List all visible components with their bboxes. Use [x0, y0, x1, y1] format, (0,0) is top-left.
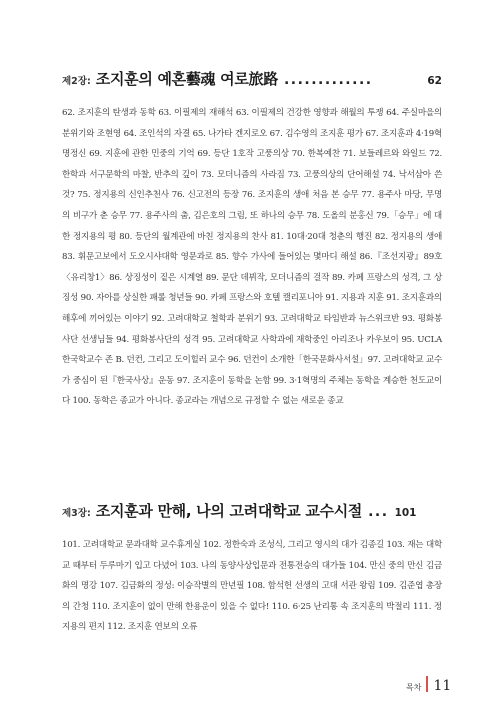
footer-section-label: 목차 — [406, 683, 422, 692]
chapter-2-page-number: 62 — [427, 75, 442, 87]
footer-divider — [426, 676, 428, 692]
chapter-3-label: 제3장: — [62, 508, 91, 519]
chapter-3-title: 조지훈과 만해, 나의 고려대학교 교수시절 — [95, 502, 363, 520]
chapter-2-heading[interactable] — [62, 68, 442, 89]
chapter-2-section — [62, 68, 442, 412]
footer-page-number: 11 — [433, 678, 452, 694]
chapter-2-leader-dots: ............. — [283, 72, 373, 88]
page-footer — [406, 676, 451, 693]
chapter-3-section — [62, 500, 442, 638]
chapter-2-entries: 62. 조지훈의 탄생과 동학 63. 이필제의 재해석 63. 이필제의 건강한 영향과 해월의 투쟁 64. 주실마을의 분위기와 조현영 64. 조인석의 자결 65. 나가타 겐지로오 67. 김수영의 조지훈 평가 67. 조지훈과 4·19혁명정신 69. 지훈에 관한 민중의 기억 69. 등단 1호작 고풍의상 70. 한복예찬 71. 보들레르와 와일드 72. 한학과 서구문학의 마찰, 반추의 깊이 73. 모더니즘의 사라짐 73. 고풍의상의 단어해설 74. 낙서삼아 쓴 것? 75. 정지용의 신인추천사 76. 신고전의 등장 76. 조지훈의 생애 처음 본 승무 77. 용주사 마당, 무명의 비구가 춘 승무 77. 용주사의 춤, 김은호의 그림, 또 하나의 승무 78. 도올의 분홍신 79.「승무」에 대한 정지용의 평 80. 등단의 월계관에 바친 정지용의 찬사 81. 10대·20대 청춘의 행진 82. 정지용의 생애 83. 휘문고보에서 도오시샤대학 영문과로 85. 향수 가사에 들어있는 몇마디 해설 86.『조선지광』89호〈유리창1〉86. 상징성이 짙은 시계열 89. 문단 데뷔작, 모더니즘의 걸작 89. 카페 프랑스의 성격, 그 상징성 90. 자아를 상실한 패롤 청년들 90. 카페 프랑스와 호텔 캘리포니아 91. 지용과 지훈 91. 조지훈과의 해후에 끼어있는 이야기 92. 고려대학교 철학과 분위기 93. 고려대학교 타임반과 뉴스위크반 93. 평화봉사단 선생님들 94. 평화봉사단의 성격 95. 고려대학교 사학과에 재학중인 아리조나 카우보이 95. UCLA 한국학교수 존 B. 던컨, 그리고 도이힐러 교수 96. 던컨이 소개한「한국문화사서설」97. 고려대학교 교수가 중심이 된『한국사상』운동 97. 조지훈이 동학을 논함 99. 3·1혁명의 주체는 동학을 계승한 천도교이다 100. 동학은 종교가 아니다. 종교라는 개념으로 규정할 수 없는 새로운 종교 — [62, 108, 442, 407]
chapter-3-leader-dots: ... — [368, 504, 389, 520]
chapter-3-entries: 101. 고려대학교 문과대학 교수휴게실 102. 정한숙과 조성식, 그리고 영시의 대가 김종길 103. 재는 대학교 때부터 두루마기 입고 다녔어 103. 나의 동양사상입문과 전통전승의 대가들 104. 만신 중의 만신 김금화의 명강 107. 김금화의 정성: 이승작별의 만년필 108. 함석헌 선생의 고대 서관 왕림 109. 김준엽 총장의 간청 110. 조지훈이 없이 만해 한용운이 있을 수 없다! 110. 6·25 난리통 속 조지훈의 박절리 111. 정지용의 편지 112. 조지훈 연보의 오류 — [62, 540, 442, 633]
chapter-3-heading[interactable] — [62, 500, 442, 521]
chapter-2-title: 조지훈의 예혼藝魂 여로旅路 — [95, 70, 278, 88]
chapter-3-page-number: 101 — [394, 507, 417, 519]
chapter-2-label: 제2장: — [62, 76, 91, 87]
